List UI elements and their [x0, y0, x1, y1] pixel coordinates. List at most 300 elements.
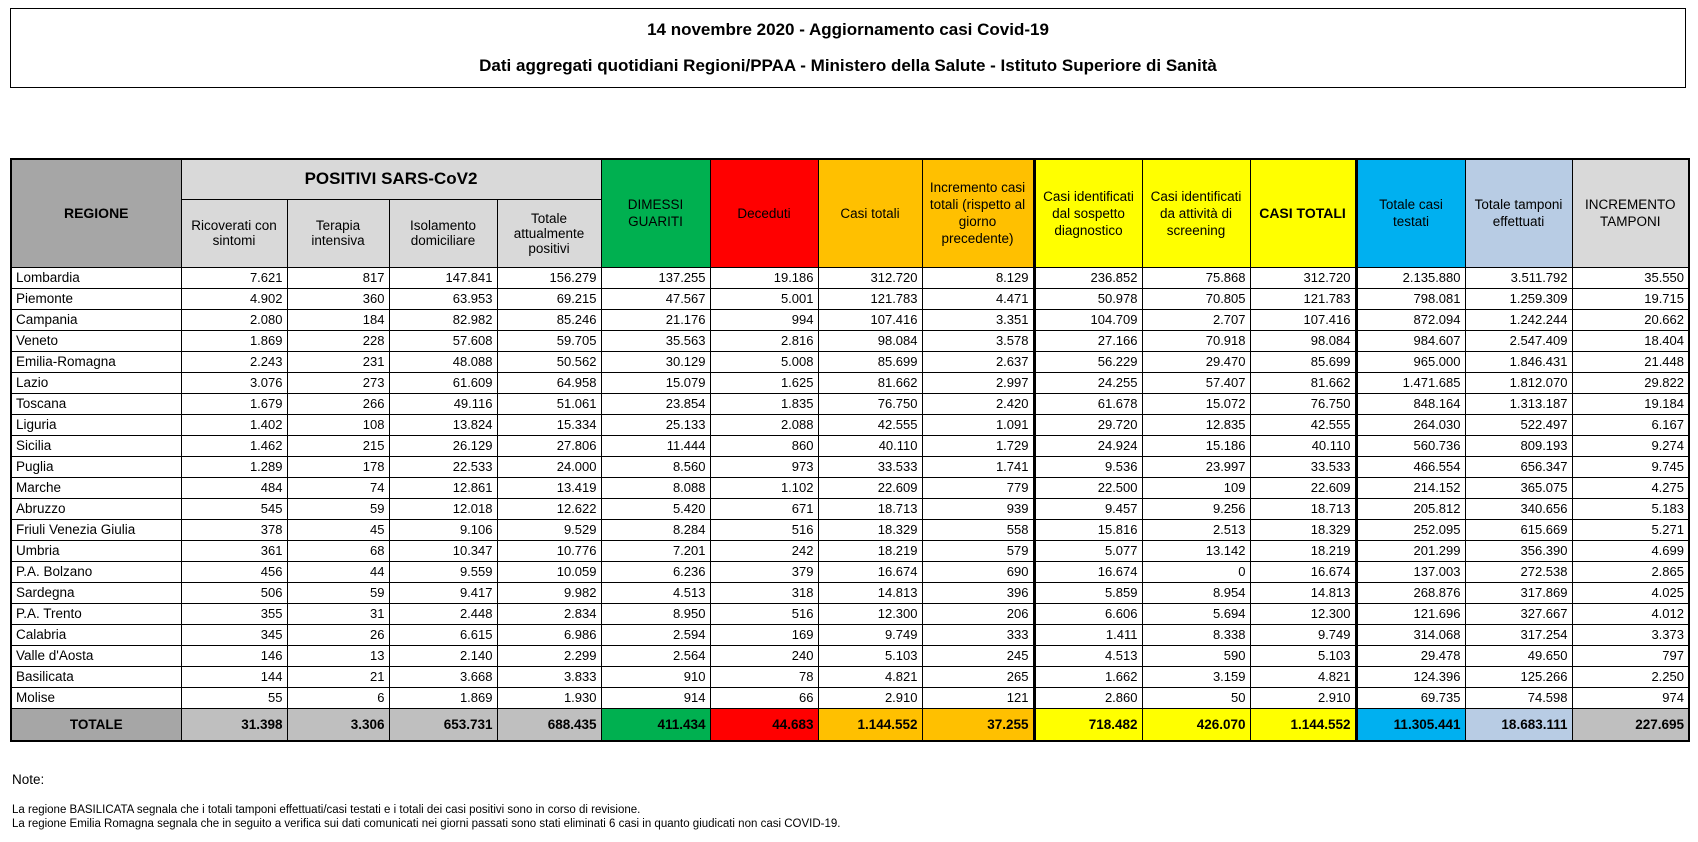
- table-cell: 9.106: [389, 519, 497, 540]
- table-cell: 6.236: [601, 561, 710, 582]
- region-cell: Abruzzo: [11, 498, 181, 519]
- table-cell: 1.741: [922, 456, 1034, 477]
- table-cell: 12.622: [497, 498, 601, 519]
- table-cell: 68: [287, 540, 389, 561]
- table-cell: 5.183: [1572, 498, 1689, 519]
- table-row: [11, 435, 1689, 456]
- table-cell: 516: [710, 603, 818, 624]
- table-cell: 1.259.309: [1465, 288, 1572, 309]
- total-label-cell: TOTALE: [11, 708, 181, 741]
- table-cell: 18.329: [1250, 519, 1356, 540]
- table-cell: 456: [181, 561, 287, 582]
- table-cell: 24.255: [1034, 372, 1142, 393]
- table-cell: 1.289: [181, 456, 287, 477]
- table-cell: 360: [287, 288, 389, 309]
- table-cell: 2.250: [1572, 666, 1689, 687]
- table-cell: 18.329: [818, 519, 922, 540]
- table-row: [11, 666, 1689, 687]
- table-cell: 265: [922, 666, 1034, 687]
- table-cell: 45: [287, 519, 389, 540]
- table-cell: 2.243: [181, 351, 287, 372]
- table-row: [11, 561, 1689, 582]
- table-cell: 8.338: [1142, 624, 1250, 645]
- table-cell: 14.813: [1250, 582, 1356, 603]
- table-row: [11, 624, 1689, 645]
- table-cell: 5.271: [1572, 519, 1689, 540]
- table-cell: 242: [710, 540, 818, 561]
- total-cell: 426.070: [1142, 708, 1250, 741]
- table-cell: 860: [710, 435, 818, 456]
- table-cell: 26: [287, 624, 389, 645]
- table-cell: 49.116: [389, 393, 497, 414]
- table-row: [11, 414, 1689, 435]
- table-cell: 994: [710, 309, 818, 330]
- table-cell: 2.547.409: [1465, 330, 1572, 351]
- table-cell: 6.615: [389, 624, 497, 645]
- note-line-emilia-romagna: La regione Emilia Romagna segnala che in seguito a verifica sui dati comunicati nei giorni passati sono stati eliminati 6 casi in quanto giudicati non casi COVID-19.: [12, 818, 841, 830]
- table-cell: 19.184: [1572, 393, 1689, 414]
- table-cell: 2.594: [601, 624, 710, 645]
- table-cell: 0: [1142, 561, 1250, 582]
- table-cell: 63.953: [389, 288, 497, 309]
- table-cell: 61.609: [389, 372, 497, 393]
- sub-header-ricoverati-con-sintomi: Ricoverati con sintomi: [181, 199, 287, 267]
- note-line-basilicata: La regione BASILICATA segnala che i totali tamponi effettuati/casi testati e i totali dei casi positivi sono in corso di revisione.: [12, 804, 641, 816]
- table-cell: 56.229: [1034, 351, 1142, 372]
- table-cell: 4.012: [1572, 603, 1689, 624]
- table-row: [11, 309, 1689, 330]
- table-cell: 5.859: [1034, 582, 1142, 603]
- col-header-deceduti: Deceduti: [710, 159, 818, 267]
- table-cell: 3.351: [922, 309, 1034, 330]
- table-cell: 13: [287, 645, 389, 666]
- total-cell: 688.435: [497, 708, 601, 741]
- table-cell: 3.668: [389, 666, 497, 687]
- table-cell: 2.834: [497, 603, 601, 624]
- table-cell: 361: [181, 540, 287, 561]
- table-cell: 29.470: [1142, 351, 1250, 372]
- table-row: [11, 645, 1689, 666]
- table-cell: 2.299: [497, 645, 601, 666]
- table-cell: 240: [710, 645, 818, 666]
- table-cell: 340.656: [1465, 498, 1572, 519]
- table-cell: 817: [287, 267, 389, 288]
- table-cell: 21.448: [1572, 351, 1689, 372]
- table-row: [11, 498, 1689, 519]
- table-cell: 20.662: [1572, 309, 1689, 330]
- table-cell: 121.696: [1356, 603, 1465, 624]
- total-cell: 37.255: [922, 708, 1034, 741]
- table-cell: 9.536: [1034, 456, 1142, 477]
- table-cell: 7.621: [181, 267, 287, 288]
- table-cell: 6.167: [1572, 414, 1689, 435]
- table-cell: 48.088: [389, 351, 497, 372]
- table-cell: 1.846.431: [1465, 351, 1572, 372]
- table-cell: 22.533: [389, 456, 497, 477]
- table-cell: 201.299: [1356, 540, 1465, 561]
- table-cell: 1.402: [181, 414, 287, 435]
- table-cell: 615.669: [1465, 519, 1572, 540]
- region-cell: Campania: [11, 309, 181, 330]
- table-cell: 18.404: [1572, 330, 1689, 351]
- table-row: [11, 351, 1689, 372]
- table-cell: 228: [287, 330, 389, 351]
- table-cell: 21.176: [601, 309, 710, 330]
- region-cell: Lombardia: [11, 267, 181, 288]
- table-cell: 40.110: [818, 435, 922, 456]
- table-cell: 5.103: [1250, 645, 1356, 666]
- region-cell: Liguria: [11, 414, 181, 435]
- table-cell: 2.140: [389, 645, 497, 666]
- table-cell: 656.347: [1465, 456, 1572, 477]
- table-cell: 205.812: [1356, 498, 1465, 519]
- table-cell: 59: [287, 582, 389, 603]
- region-cell: Emilia-Romagna: [11, 351, 181, 372]
- col-header-casi-sospetto-diagnostico: Casi identificati dal sospetto diagnostico: [1034, 159, 1142, 267]
- table-cell: 78: [710, 666, 818, 687]
- table-cell: 579: [922, 540, 1034, 561]
- table-cell: 13.142: [1142, 540, 1250, 561]
- table-cell: 1.930: [497, 687, 601, 708]
- table-row: [11, 582, 1689, 603]
- table-cell: 558: [922, 519, 1034, 540]
- report-title-line1: 14 novembre 2020 - Aggiornamento casi Covid-19: [647, 20, 1049, 39]
- table-cell: 4.513: [601, 582, 710, 603]
- table-cell: 333: [922, 624, 1034, 645]
- total-cell: 1.144.552: [818, 708, 922, 741]
- table-cell: 76.750: [818, 393, 922, 414]
- table-cell: 1.242.244: [1465, 309, 1572, 330]
- table-cell: 317.869: [1465, 582, 1572, 603]
- table-cell: 272.538: [1465, 561, 1572, 582]
- table-cell: 396: [922, 582, 1034, 603]
- table-cell: 14.813: [818, 582, 922, 603]
- table-cell: 31: [287, 603, 389, 624]
- table-cell: 15.186: [1142, 435, 1250, 456]
- table-cell: 15.334: [497, 414, 601, 435]
- table-cell: 19.186: [710, 267, 818, 288]
- table-cell: 50.978: [1034, 288, 1142, 309]
- table-cell: 3.511.792: [1465, 267, 1572, 288]
- table-cell: 5.420: [601, 498, 710, 519]
- table-cell: 8.950: [601, 603, 710, 624]
- table-cell: 59: [287, 498, 389, 519]
- table-cell: 108: [287, 414, 389, 435]
- table-cell: 74.598: [1465, 687, 1572, 708]
- region-cell: Umbria: [11, 540, 181, 561]
- table-cell: 848.164: [1356, 393, 1465, 414]
- covid-data-table: [10, 158, 1690, 742]
- table-cell: 9.256: [1142, 498, 1250, 519]
- table-cell: 27.806: [497, 435, 601, 456]
- table-cell: 9.457: [1034, 498, 1142, 519]
- table-cell: 70.805: [1142, 288, 1250, 309]
- table-cell: 872.094: [1356, 309, 1465, 330]
- region-cell: Puglia: [11, 456, 181, 477]
- table-cell: 4.471: [922, 288, 1034, 309]
- region-cell: Calabria: [11, 624, 181, 645]
- region-cell: Basilicata: [11, 666, 181, 687]
- table-cell: 590: [1142, 645, 1250, 666]
- table-cell: 74: [287, 477, 389, 498]
- table-cell: 206: [922, 603, 1034, 624]
- table-cell: 146: [181, 645, 287, 666]
- table-cell: 1.471.685: [1356, 372, 1465, 393]
- table-cell: 10.347: [389, 540, 497, 561]
- table-cell: 2.448: [389, 603, 497, 624]
- table-cell: 8.088: [601, 477, 710, 498]
- table-cell: 506: [181, 582, 287, 603]
- region-cell: Valle d'Aosta: [11, 645, 181, 666]
- col-header-casi-totali-2: CASI TOTALI: [1250, 159, 1356, 267]
- total-cell: 718.482: [1034, 708, 1142, 741]
- table-cell: 236.852: [1034, 267, 1142, 288]
- region-cell: Marche: [11, 477, 181, 498]
- table-row: [11, 267, 1689, 288]
- region-cell: P.A. Bolzano: [11, 561, 181, 582]
- table-cell: 9.529: [497, 519, 601, 540]
- table-cell: 59.705: [497, 330, 601, 351]
- notes-section: [12, 772, 840, 831]
- table-cell: 18.219: [1250, 540, 1356, 561]
- table-cell: 1.662: [1034, 666, 1142, 687]
- table-cell: 15.079: [601, 372, 710, 393]
- table-cell: 47.567: [601, 288, 710, 309]
- table-cell: 21: [287, 666, 389, 687]
- table-cell: 22.609: [1250, 477, 1356, 498]
- table-cell: 3.578: [922, 330, 1034, 351]
- table-cell: 66: [710, 687, 818, 708]
- table-cell: 18.219: [818, 540, 922, 561]
- table-cell: 11.444: [601, 435, 710, 456]
- table-cell: 13.824: [389, 414, 497, 435]
- table-cell: 974: [1572, 687, 1689, 708]
- table-cell: 2.080: [181, 309, 287, 330]
- table-cell: 4.821: [1250, 666, 1356, 687]
- table-cell: 466.554: [1356, 456, 1465, 477]
- table-cell: 312.720: [818, 267, 922, 288]
- table-row: [11, 372, 1689, 393]
- region-cell: P.A. Trento: [11, 603, 181, 624]
- table-cell: 19.715: [1572, 288, 1689, 309]
- table-cell: 121.783: [818, 288, 922, 309]
- table-cell: 798.081: [1356, 288, 1465, 309]
- region-cell: Sardegna: [11, 582, 181, 603]
- table-cell: 125.266: [1465, 666, 1572, 687]
- table-cell: 12.300: [818, 603, 922, 624]
- table-cell: 69.215: [497, 288, 601, 309]
- total-cell: 411.434: [601, 708, 710, 741]
- table-cell: 98.084: [818, 330, 922, 351]
- table-cell: 910: [601, 666, 710, 687]
- table-cell: 69.735: [1356, 687, 1465, 708]
- table-cell: 25.133: [601, 414, 710, 435]
- col-header-casi-attivita-screening: Casi identificati da attività di screening: [1142, 159, 1250, 267]
- table-cell: 2.420: [922, 393, 1034, 414]
- table-row: [11, 477, 1689, 498]
- table-cell: 5.694: [1142, 603, 1250, 624]
- table-cell: 76.750: [1250, 393, 1356, 414]
- table-cell: 379: [710, 561, 818, 582]
- table-cell: 16.674: [1034, 561, 1142, 582]
- table-cell: 12.018: [389, 498, 497, 519]
- col-header-totale-casi-testati: Totale casi testati: [1356, 159, 1465, 267]
- table-cell: 57.407: [1142, 372, 1250, 393]
- table-cell: 29.720: [1034, 414, 1142, 435]
- col-header-casi-totali: Casi totali: [818, 159, 922, 267]
- table-cell: 1.869: [389, 687, 497, 708]
- table-cell: 9.749: [818, 624, 922, 645]
- table-cell: 5.077: [1034, 540, 1142, 561]
- table-cell: 965.000: [1356, 351, 1465, 372]
- region-cell: Sicilia: [11, 435, 181, 456]
- table-cell: 4.513: [1034, 645, 1142, 666]
- table-cell: 169: [710, 624, 818, 645]
- table-cell: 26.129: [389, 435, 497, 456]
- table-cell: 8.560: [601, 456, 710, 477]
- table-cell: 797: [1572, 645, 1689, 666]
- table-cell: 365.075: [1465, 477, 1572, 498]
- table-row: [11, 687, 1689, 708]
- region-cell: Toscana: [11, 393, 181, 414]
- col-header-incremento-casi-totali: Incremento casi totali (rispetto al giorno precedente): [922, 159, 1034, 267]
- table-cell: 13.419: [497, 477, 601, 498]
- table-cell: 8.284: [601, 519, 710, 540]
- table-cell: 5.001: [710, 288, 818, 309]
- table-row: [11, 456, 1689, 477]
- table-cell: 4.275: [1572, 477, 1689, 498]
- table-cell: 12.861: [389, 477, 497, 498]
- table-row: [11, 288, 1689, 309]
- table-cell: 671: [710, 498, 818, 519]
- table-cell: 2.910: [1250, 687, 1356, 708]
- table-cell: 9.274: [1572, 435, 1689, 456]
- table-cell: 27.166: [1034, 330, 1142, 351]
- table-cell: 42.555: [1250, 414, 1356, 435]
- region-cell: Piemonte: [11, 288, 181, 309]
- sub-header-terapia-intensiva: Terapia intensiva: [287, 199, 389, 267]
- table-cell: 2.860: [1034, 687, 1142, 708]
- total-cell: 11.305.441: [1356, 708, 1465, 741]
- table-cell: 2.088: [710, 414, 818, 435]
- table-cell: 107.416: [818, 309, 922, 330]
- table-cell: 30.129: [601, 351, 710, 372]
- table-cell: 57.608: [389, 330, 497, 351]
- table-cell: 690: [922, 561, 1034, 582]
- col-header-totale-tamponi-effettuati: Totale tamponi effettuati: [1465, 159, 1572, 267]
- table-cell: 2.564: [601, 645, 710, 666]
- table-cell: 312.720: [1250, 267, 1356, 288]
- table-cell: 137.003: [1356, 561, 1465, 582]
- table-cell: 4.025: [1572, 582, 1689, 603]
- table-cell: 144: [181, 666, 287, 687]
- table-cell: 809.193: [1465, 435, 1572, 456]
- table-cell: 779: [922, 477, 1034, 498]
- table-cell: 64.958: [497, 372, 601, 393]
- table-cell: 6.986: [497, 624, 601, 645]
- table-cell: 24.924: [1034, 435, 1142, 456]
- total-cell: 44.683: [710, 708, 818, 741]
- table-cell: 2.513: [1142, 519, 1250, 540]
- table-cell: 2.865: [1572, 561, 1689, 582]
- table-cell: 560.736: [1356, 435, 1465, 456]
- table-row: [11, 519, 1689, 540]
- table-cell: 2.816: [710, 330, 818, 351]
- table-cell: 378: [181, 519, 287, 540]
- sub-header-isolamento-domiciliare: Isolamento domiciliare: [389, 199, 497, 267]
- region-cell: Molise: [11, 687, 181, 708]
- table-cell: 215: [287, 435, 389, 456]
- table-cell: 973: [710, 456, 818, 477]
- table-cell: 85.246: [497, 309, 601, 330]
- total-cell: 227.695: [1572, 708, 1689, 741]
- table-cell: 8.129: [922, 267, 1034, 288]
- table-cell: 545: [181, 498, 287, 519]
- table-cell: 33.533: [818, 456, 922, 477]
- table-cell: 984.607: [1356, 330, 1465, 351]
- table-cell: 35.563: [601, 330, 710, 351]
- table-cell: 107.416: [1250, 309, 1356, 330]
- table-cell: 327.667: [1465, 603, 1572, 624]
- table-cell: 3.833: [497, 666, 601, 687]
- total-cell: 653.731: [389, 708, 497, 741]
- total-cell: 1.144.552: [1250, 708, 1356, 741]
- table-cell: 15.816: [1034, 519, 1142, 540]
- table-cell: 35.550: [1572, 267, 1689, 288]
- table-cell: 231: [287, 351, 389, 372]
- table-cell: 7.201: [601, 540, 710, 561]
- table-cell: 5.008: [710, 351, 818, 372]
- table-cell: 44: [287, 561, 389, 582]
- table-cell: 6.606: [1034, 603, 1142, 624]
- table-cell: 4.902: [181, 288, 287, 309]
- total-cell: 3.306: [287, 708, 389, 741]
- table-cell: 23.997: [1142, 456, 1250, 477]
- table-cell: 914: [601, 687, 710, 708]
- table-cell: 29.478: [1356, 645, 1465, 666]
- col-header-incremento-tamponi: INCREMENTO TAMPONI: [1572, 159, 1689, 267]
- total-cell: 31.398: [181, 708, 287, 741]
- table-cell: 266: [287, 393, 389, 414]
- table-cell: 355: [181, 603, 287, 624]
- table-cell: 3.076: [181, 372, 287, 393]
- table-cell: 1.411: [1034, 624, 1142, 645]
- table-cell: 4.821: [818, 666, 922, 687]
- table-cell: 3.373: [1572, 624, 1689, 645]
- table-cell: 252.095: [1356, 519, 1465, 540]
- region-cell: Friuli Venezia Giulia: [11, 519, 181, 540]
- table-cell: 178: [287, 456, 389, 477]
- table-cell: 1.835: [710, 393, 818, 414]
- table-row: [11, 330, 1689, 351]
- table-cell: 40.110: [1250, 435, 1356, 456]
- table-cell: 81.662: [818, 372, 922, 393]
- table-cell: 51.061: [497, 393, 601, 414]
- table-cell: 1.812.070: [1465, 372, 1572, 393]
- table-cell: 81.662: [1250, 372, 1356, 393]
- table-cell: 121: [922, 687, 1034, 708]
- table-cell: 50: [1142, 687, 1250, 708]
- table-cell: 33.533: [1250, 456, 1356, 477]
- table-cell: 2.910: [818, 687, 922, 708]
- total-row: [11, 708, 1689, 741]
- table-cell: 50.562: [497, 351, 601, 372]
- table-cell: 273: [287, 372, 389, 393]
- table-cell: 104.709: [1034, 309, 1142, 330]
- table-cell: 85.699: [818, 351, 922, 372]
- table-cell: 16.674: [818, 561, 922, 582]
- table-cell: 184: [287, 309, 389, 330]
